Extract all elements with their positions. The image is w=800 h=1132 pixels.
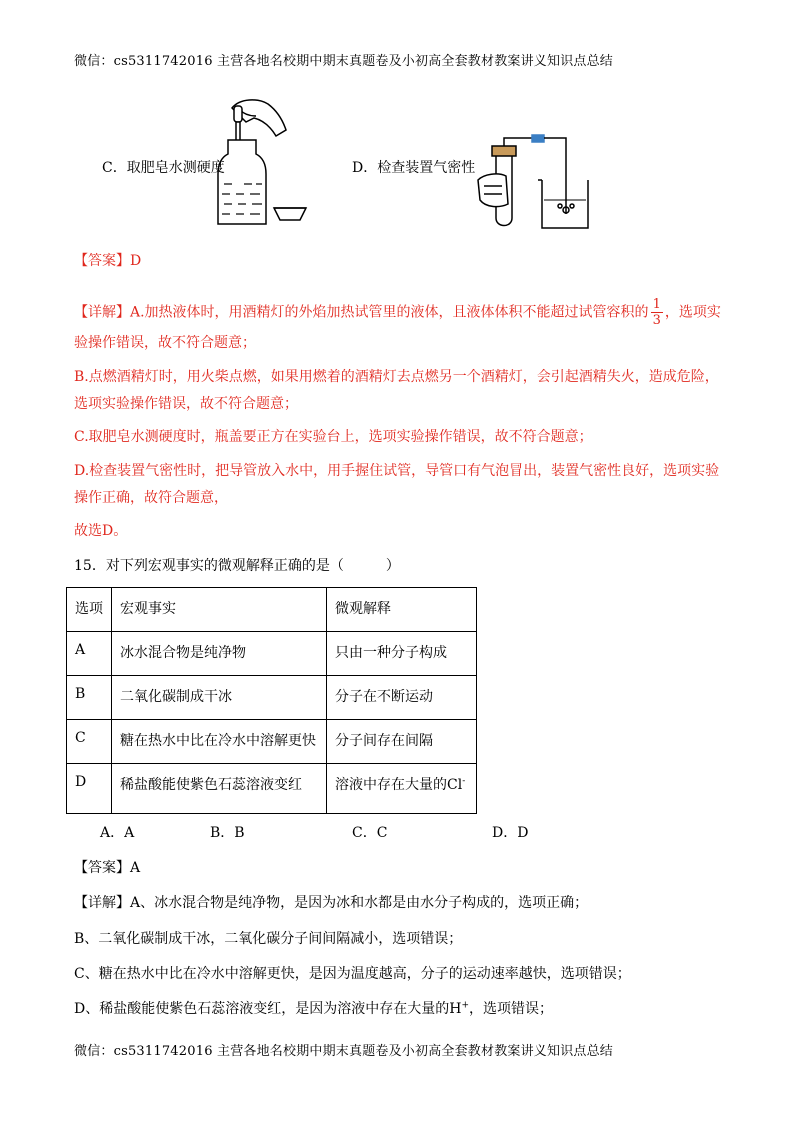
conclusion-line: 故选D。 bbox=[74, 523, 128, 539]
option-d: D．D bbox=[492, 825, 529, 841]
table-cell: 分子间存在间隔 bbox=[327, 720, 477, 764]
chloride-charge: - bbox=[462, 776, 466, 787]
option-d-label: D．检查装置气密性 bbox=[352, 160, 476, 176]
table-cell: A bbox=[67, 632, 112, 676]
table-cell: 糖在热水中比在冷水中溶解更快 bbox=[112, 720, 327, 764]
option-b: B．B bbox=[210, 825, 245, 841]
hydrogen-charge: + bbox=[461, 1000, 469, 1011]
question-15-table bbox=[66, 587, 477, 814]
detail-d-line: D.检查装置气密性时，把导管放入水中，用手握住试管，导管口有气泡冒出，装置气密性良好，选项实验 bbox=[74, 463, 720, 479]
answer-tag: 【答案】 bbox=[74, 253, 130, 269]
table-header-cell: 选项 bbox=[67, 588, 112, 632]
table-row bbox=[67, 632, 477, 676]
q15-detail-b-line: B、二氧化碳制成干冰，二氧化碳分子间间隔减小，选项错误； bbox=[74, 931, 463, 947]
table-cell: D bbox=[67, 764, 112, 814]
table-cell: 分子在不断运动 bbox=[327, 676, 477, 720]
table-header-row bbox=[67, 588, 477, 632]
detail-a-line bbox=[74, 297, 721, 328]
option-c-label: C．取肥皂水测硬度 bbox=[102, 160, 225, 176]
q15-detail-d-text-2: ，选项错误； bbox=[468, 1001, 553, 1017]
q15-answer-line bbox=[74, 857, 140, 877]
table-row bbox=[67, 720, 477, 764]
answer-value: D bbox=[130, 253, 142, 269]
detail-d-line-2: 操作正确，故符合题意， bbox=[74, 490, 228, 506]
q15-answer-value: A bbox=[130, 860, 141, 876]
detail-b-line-2: 选项实验操作错误，故不符合题意； bbox=[74, 396, 298, 412]
q15-detail-a-line bbox=[74, 892, 588, 912]
table-header-cell: 宏观事实 bbox=[112, 588, 327, 632]
q15-detail-tag: 【详解】 bbox=[74, 895, 130, 911]
table-cell: 稀盐酸能使紫色石蕊溶液变红 bbox=[112, 764, 327, 814]
q15-detail-c-line: C、糖在热水中比在冷水中溶解更快，是因为温度越高，分子的运动速率越快，选项错误； bbox=[74, 966, 631, 982]
page-footer: 微信：cs5311742016 主营各地名校期中期末真题卷及小初高全套教材教案讲义知识点总结 bbox=[74, 1044, 613, 1059]
table-cell: 只由一种分子构成 bbox=[327, 632, 477, 676]
table-header-cell: 微观解释 bbox=[327, 588, 477, 632]
q15-answer-tag: 【答案】 bbox=[74, 860, 130, 876]
airtightness-check-illustration bbox=[468, 134, 600, 232]
table-row bbox=[67, 676, 477, 720]
detail-a-line-2: 验操作错误，故不符合题意； bbox=[74, 335, 256, 351]
table-cell: 冰水混合物是纯净物 bbox=[112, 632, 327, 676]
table-cell-with-superscript: 溶液中存在大量的Cl- bbox=[327, 764, 477, 814]
option-a: A．A bbox=[100, 825, 135, 841]
q15-detail-d-text: D、稀盐酸能使紫色石蕊溶液变红，是因为溶液中存在大量的H bbox=[74, 1001, 462, 1017]
detail-tag: 【详解】 bbox=[74, 304, 130, 321]
detail-b-line: B.点燃酒精灯时，用火柴点燃，如果用燃着的酒精灯去点燃另一个酒精灯，会引起酒精失火，造成危险， bbox=[74, 369, 719, 385]
q15-detail-d-line bbox=[74, 998, 553, 1018]
detail-a-text: A.加热液体时，用酒精灯的外焰加热试管里的液体，且液体体积不能超过试管容积的 bbox=[130, 304, 649, 321]
page-header: 微信：cs5311742016 主营各地名校期中期末真题卷及小初高全套教材教案讲义知识点总结 bbox=[74, 54, 613, 69]
detail-c-line: C.取肥皂水测硬度时，瓶盖要正方在实验台上，选项实验操作错误，故不符合题意； bbox=[74, 429, 593, 445]
answer-line bbox=[74, 250, 141, 270]
q15-detail-a-text: A、冰水混合物是纯净物，是因为冰和水都是由水分子构成的，选项正确； bbox=[130, 895, 589, 911]
table-row bbox=[67, 764, 477, 814]
table-cell: 二氧化碳制成干冰 bbox=[112, 676, 327, 720]
question-15-stem: 15．对下列宏观事实的微观解释正确的是（ ） bbox=[74, 558, 400, 574]
detail-a-text-2: ，选项实 bbox=[664, 304, 721, 321]
one-third-fraction: $\frac{1}{3}$ bbox=[652, 297, 661, 328]
table-cell: B bbox=[67, 676, 112, 720]
soap-water-bottle-illustration bbox=[210, 96, 320, 232]
option-c: C．C bbox=[352, 825, 388, 841]
table-cell: C bbox=[67, 720, 112, 764]
